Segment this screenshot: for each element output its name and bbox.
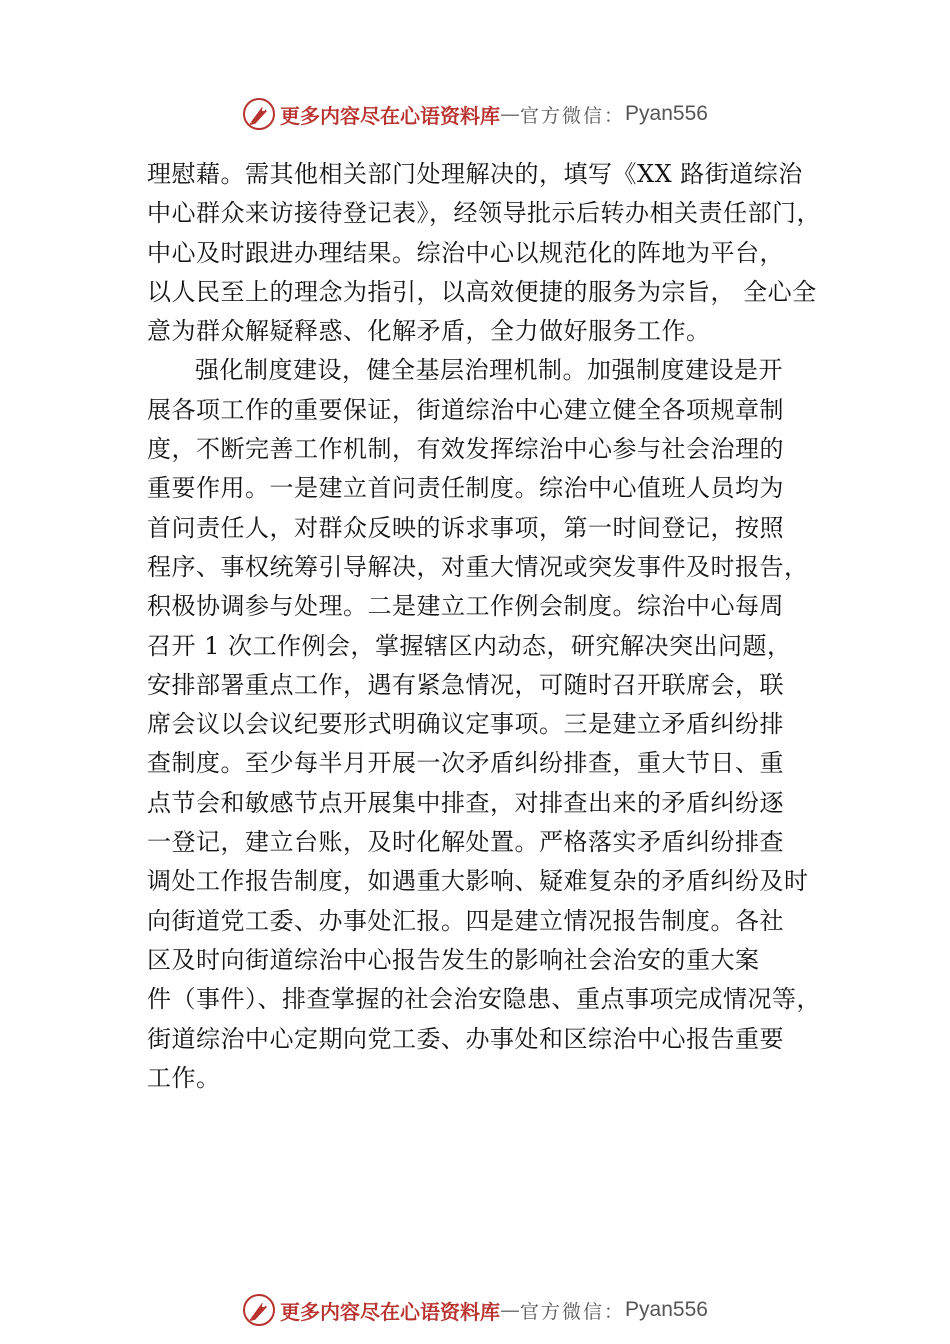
text-line: 中心群众来访接待登记表》，经领导批示后转办相关责任部门，: [147, 199, 821, 228]
text-line: 意为群众解疑释惑、化解矛盾，全力做好服务工作。: [147, 317, 711, 346]
text-line: 积极协调参与处理。二是建立工作例会制度。综治中心每周: [147, 592, 784, 621]
pen-nib-logo-icon: [242, 97, 276, 131]
text-line: 调处工作报告制度，如遇重大影响、疑难复杂的矛盾纠纷及时: [147, 867, 809, 896]
text-line: 查制度。至少每半月开展一次矛盾纠纷排查，重大节日、重: [147, 749, 784, 778]
banner-wechat-label: 官方微信：: [520, 1300, 626, 1323]
text-line: 程序、事权统筹引导解决，对重大情况或突发事件及时报告，: [147, 552, 809, 581]
document-body: [147, 155, 821, 1098]
pen-nib-logo-icon: [242, 1293, 276, 1327]
text-line: 首问责任人，对群众反映的诉求事项，第一时间登记，按照: [147, 513, 784, 542]
text-line: 度，不断完善工作机制，有效发挥综治中心参与社会治理的: [147, 435, 784, 464]
text-line: 件（事件）、排查掌握的社会治安隐患、重点事项完成情况等，: [147, 985, 821, 1014]
text-line: 理慰藉。需其他相关部门处理解决的，填写《XX 路街道综治: [147, 160, 803, 188]
paragraph-first-line: 强化制度建设，健全基层治理机制。加强制度建设是开: [195, 356, 783, 385]
banner-dash: —: [500, 1298, 521, 1322]
text-line: 重要作用。一是建立首问责任制度。综治中心值班人员均为: [147, 474, 784, 503]
text-line: 向街道党工委、办事处汇报。四是建立情况报告制度。各社: [147, 906, 784, 935]
text-line: 席会议以会议纪要形式明确议定事项。三是建立矛盾纠纷排: [147, 710, 784, 739]
text-line: 工作。: [147, 1063, 221, 1092]
header-banner: [0, 94, 950, 134]
text-line: 点节会和敏感节点开展集中排查，对排查出来的矛盾纠纷逐: [147, 788, 784, 817]
banner-library-text: 更多内容尽在心语资料库: [280, 1299, 501, 1324]
text-line: 街道综治中心定期向党工委、办事处和区综治中心报告重要: [147, 1024, 784, 1053]
text-line: 一登记，建立台账，及时化解处置。严格落实矛盾纠纷排查: [147, 828, 784, 857]
text-line: 召开 1 次工作例会，掌握辖区内动态，研究解决突出问题，: [147, 631, 792, 660]
text-line: 区及时向街道综治中心报告发生的影响社会治安的重大案: [147, 945, 760, 974]
banner-library-text: 更多内容尽在心语资料库: [280, 103, 501, 128]
banner-dash: —: [500, 102, 521, 126]
text-line: 中心及时跟进办理结果。综治中心以规范化的阵地为平台，: [147, 238, 784, 267]
banner-wechat-account: Pyan556: [625, 102, 708, 125]
banner-wechat-label: 官方微信：: [520, 104, 626, 127]
text-line: 展各项工作的重要保证，街道综治中心建立健全各项规章制: [147, 395, 784, 424]
footer-banner: [0, 1290, 950, 1330]
banner-wechat-account: Pyan556: [625, 1298, 708, 1321]
text-line: 以人民至上的理念为指引，以高效便捷的服务为宗旨， 全心全: [147, 277, 817, 306]
text-line: 安排部署重点工作，遇有紧急情况，可随时召开联席会，联: [147, 670, 784, 699]
